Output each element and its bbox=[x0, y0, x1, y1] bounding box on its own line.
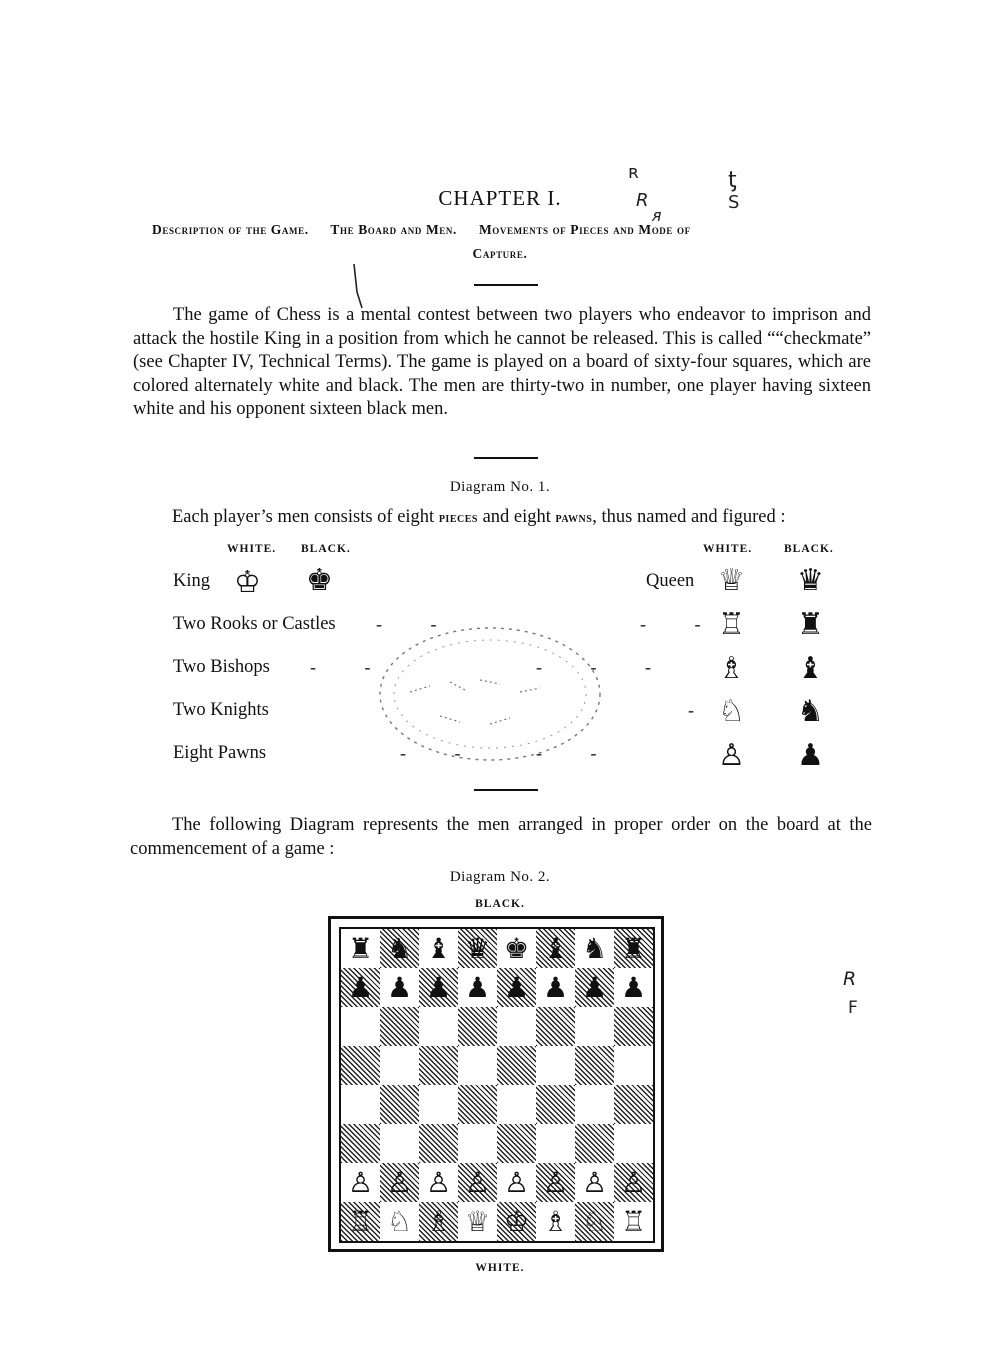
handwritten-mark: S bbox=[728, 192, 740, 213]
board-square bbox=[497, 1085, 536, 1124]
handwritten-mark: R bbox=[636, 190, 649, 211]
section-rule bbox=[474, 284, 538, 286]
black-rook-icon: ♜ bbox=[797, 607, 824, 642]
board-square bbox=[536, 1007, 575, 1046]
board-square: ♗ bbox=[419, 1202, 458, 1241]
leader-dashes: - - bbox=[536, 743, 619, 763]
board-square bbox=[419, 1007, 458, 1046]
board-square bbox=[458, 1085, 497, 1124]
board-square: ♚ bbox=[503, 931, 530, 965]
board-square bbox=[575, 1124, 614, 1163]
board-square: ♟ bbox=[542, 970, 569, 1004]
diagram-1-intro bbox=[172, 506, 892, 531]
white-queen-icon: ♕ bbox=[718, 563, 745, 598]
board-square bbox=[419, 1046, 458, 1085]
board-square bbox=[380, 1046, 419, 1085]
knights-label: Two Knights bbox=[173, 700, 269, 720]
subhead-capture: Capture. bbox=[472, 246, 528, 261]
board-square bbox=[536, 1124, 575, 1163]
board-bottom-label: WHITE. bbox=[475, 1262, 525, 1274]
leader-dashes: - bbox=[688, 700, 716, 720]
board-square bbox=[341, 1085, 380, 1124]
board-square: ♟ bbox=[464, 970, 491, 1004]
diagram-1-caption: Diagram No. 1. bbox=[449, 479, 551, 495]
black-king-icon: ♚ bbox=[306, 563, 333, 598]
margin-mark: F bbox=[848, 998, 858, 1018]
board-top-label: BLACK. bbox=[475, 898, 525, 910]
black-knight-icon: ♞ bbox=[797, 694, 824, 729]
subhead-description: Description of the Game. bbox=[152, 222, 309, 237]
board-square bbox=[341, 1046, 380, 1085]
board-square bbox=[341, 1124, 380, 1163]
board-square: ♝ bbox=[536, 929, 575, 968]
board-square bbox=[497, 1046, 536, 1085]
board-square: ♙ bbox=[380, 1163, 419, 1202]
white-knight-icon: ♘ bbox=[718, 694, 745, 729]
chessboard bbox=[341, 929, 653, 1241]
board-square: ♙ bbox=[425, 1165, 452, 1199]
board-square: ♘ bbox=[575, 1202, 614, 1241]
king-label: King bbox=[173, 571, 210, 591]
bishops-label: Two Bishops bbox=[173, 657, 270, 677]
board-square: ♟ bbox=[575, 968, 614, 1007]
pawns-label: Eight Pawns bbox=[173, 743, 267, 763]
board-square bbox=[575, 1007, 614, 1046]
subhead-board: The Board and Men. bbox=[330, 222, 457, 237]
board-square: ♖ bbox=[620, 1204, 647, 1238]
board-square bbox=[614, 1046, 653, 1085]
board-square: ♟ bbox=[620, 970, 647, 1004]
board-square: ♟ bbox=[386, 970, 413, 1004]
section-rule bbox=[474, 789, 538, 791]
leader-dashes: - - - bbox=[536, 657, 673, 677]
margin-mark: R bbox=[843, 968, 857, 990]
board-square: ♙ bbox=[347, 1165, 374, 1199]
following-paragraph: The following Diagram represents the men arranged in proper order on the board at the commencement of a game : bbox=[130, 815, 872, 859]
board-square bbox=[575, 1085, 614, 1124]
board-square: ♙ bbox=[536, 1163, 575, 1202]
board-square: ♖ bbox=[341, 1202, 380, 1241]
board-square bbox=[380, 1085, 419, 1124]
col-head-white: WHITE. bbox=[703, 543, 753, 555]
leader-dashes: - - bbox=[310, 657, 393, 677]
board-square bbox=[575, 1046, 614, 1085]
subhead-movements: Movements of Pieces and Mode of bbox=[478, 222, 691, 237]
intro-text: Each player’s men consists of eight bbox=[172, 507, 439, 527]
board-square bbox=[458, 1046, 497, 1085]
pen-stroke bbox=[348, 262, 368, 310]
board-square: ♙ bbox=[581, 1165, 608, 1199]
board-square bbox=[380, 1007, 419, 1046]
white-rook-icon: ♖ bbox=[718, 607, 745, 642]
diagram-2-caption: Diagram No. 2. bbox=[449, 869, 551, 885]
handwritten-mark: ƫ bbox=[728, 168, 737, 193]
board-square: ♞ bbox=[581, 931, 608, 965]
handwritten-mark: ᴙ bbox=[652, 206, 662, 225]
handwritten-mark: ʀ bbox=[628, 162, 639, 183]
board-square: ♟ bbox=[341, 968, 380, 1007]
board-square: ♜ bbox=[347, 931, 374, 965]
library-stamp bbox=[370, 612, 610, 772]
board-square bbox=[458, 1124, 497, 1163]
board-square: ♗ bbox=[542, 1204, 569, 1238]
board-square: ♘ bbox=[386, 1204, 413, 1238]
intro-text: and eight bbox=[477, 507, 556, 527]
col-head-black: BLACK. bbox=[784, 543, 834, 555]
board-square bbox=[536, 1085, 575, 1124]
board-square bbox=[497, 1124, 536, 1163]
board-square bbox=[380, 1124, 419, 1163]
board-square bbox=[614, 1007, 653, 1046]
board-square bbox=[419, 1124, 458, 1163]
board-square bbox=[458, 1007, 497, 1046]
section-rule bbox=[474, 457, 538, 459]
leader-dashes: - - bbox=[640, 614, 723, 634]
board-square bbox=[614, 1085, 653, 1124]
intro-text: , thus named and figured : bbox=[592, 507, 786, 527]
board-square: ♙ bbox=[614, 1163, 653, 1202]
chapter-subhead bbox=[152, 222, 709, 238]
board-square: ♙ bbox=[503, 1165, 530, 1199]
white-bishop-icon: ♗ bbox=[718, 651, 745, 686]
leader-dashes: - - bbox=[376, 614, 459, 634]
board-square: ♟ bbox=[419, 968, 458, 1007]
white-pawn-icon: ♙ bbox=[718, 738, 745, 773]
board-square: ♟ bbox=[497, 968, 536, 1007]
board-square: ♔ bbox=[497, 1202, 536, 1241]
intro-pieces: pieces bbox=[438, 511, 478, 526]
black-queen-icon: ♛ bbox=[797, 563, 824, 598]
board-square bbox=[419, 1085, 458, 1124]
board-square: ♜ bbox=[614, 929, 653, 968]
board-square: ♝ bbox=[425, 931, 452, 965]
intro-pawns: pawns bbox=[555, 511, 593, 526]
col-head-black: BLACK. bbox=[301, 543, 351, 555]
board-square bbox=[614, 1124, 653, 1163]
chapter-title: CHAPTER I. bbox=[438, 186, 562, 210]
board-square bbox=[341, 1007, 380, 1046]
black-bishop-icon: ♝ bbox=[797, 651, 824, 686]
board-square: ♛ bbox=[458, 929, 497, 968]
queen-label: Queen bbox=[646, 571, 695, 591]
rooks-label: Two Rooks or Castles bbox=[173, 614, 336, 634]
board-square bbox=[497, 1007, 536, 1046]
intro-paragraph: The game of Chess is a mental contest between two players who endeavor to imprison and attack the hostile King in a position from which he cannot be released. This is called ““checkmate” (see Chapter IV, Technical Terms). The game is played on a board of sixty-four squares, which are colored alternately white and black. The men are thirty-two in number, one player having sixteen white and his opponent sixteen black men. bbox=[133, 305, 871, 420]
board-square: ♙ bbox=[458, 1163, 497, 1202]
black-pawn-icon: ♟ bbox=[797, 738, 824, 773]
col-head-white: WHITE. bbox=[227, 543, 277, 555]
leader-dashes: - - bbox=[400, 743, 483, 763]
board-square: ♞ bbox=[380, 929, 419, 968]
white-king-icon: ♔ bbox=[234, 565, 261, 600]
board-square: ♕ bbox=[464, 1204, 491, 1238]
board-square bbox=[536, 1046, 575, 1085]
